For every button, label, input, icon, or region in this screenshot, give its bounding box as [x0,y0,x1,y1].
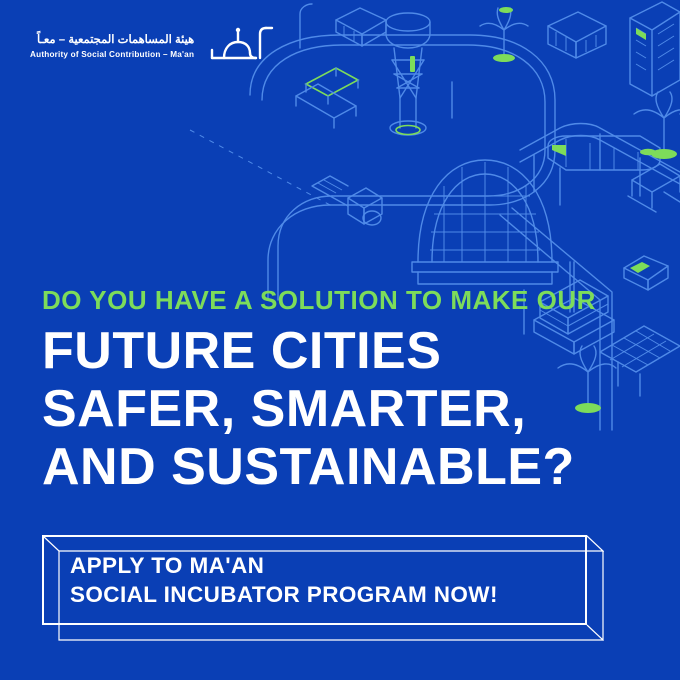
cta-line-2: SOCIAL INCUBATOR PROGRAM NOW! [70,582,498,607]
cta-line-1: APPLY TO MA'AN [70,552,265,578]
logo-arabic-name: هيئة المساهمات المجتمعية – معـاً [37,33,195,46]
satellite [312,176,382,225]
logo-english-name: Authority of Social Contribution – Ma'an [30,50,195,60]
headline-block [42,285,642,496]
bench-right [628,164,680,212]
bench [296,68,358,128]
truck [336,8,386,46]
cta-button[interactable] [42,535,587,625]
headline-main [42,322,642,497]
maan-wordmark-icon [204,24,278,68]
cta-block[interactable] [42,535,587,625]
arch-stadium [412,160,558,284]
bus [548,12,606,58]
monorail-train [520,124,680,206]
headline-big-line-1: FUTURE CITIES [42,321,442,380]
headline-big-line-2: SAFER, SMARTER, [42,379,527,438]
observation-tower [386,13,430,135]
headline-small-line-1: DO YOU HAVE A [42,285,253,315]
headline-small-line-2: SOLUTION TO MAKE OUR [259,285,596,315]
maan-logo [30,24,278,68]
buildings [630,2,680,96]
headline-subline [42,285,642,316]
headline-big-line-3: AND SUSTAINABLE? [42,438,575,497]
logo-text-block [30,33,194,60]
